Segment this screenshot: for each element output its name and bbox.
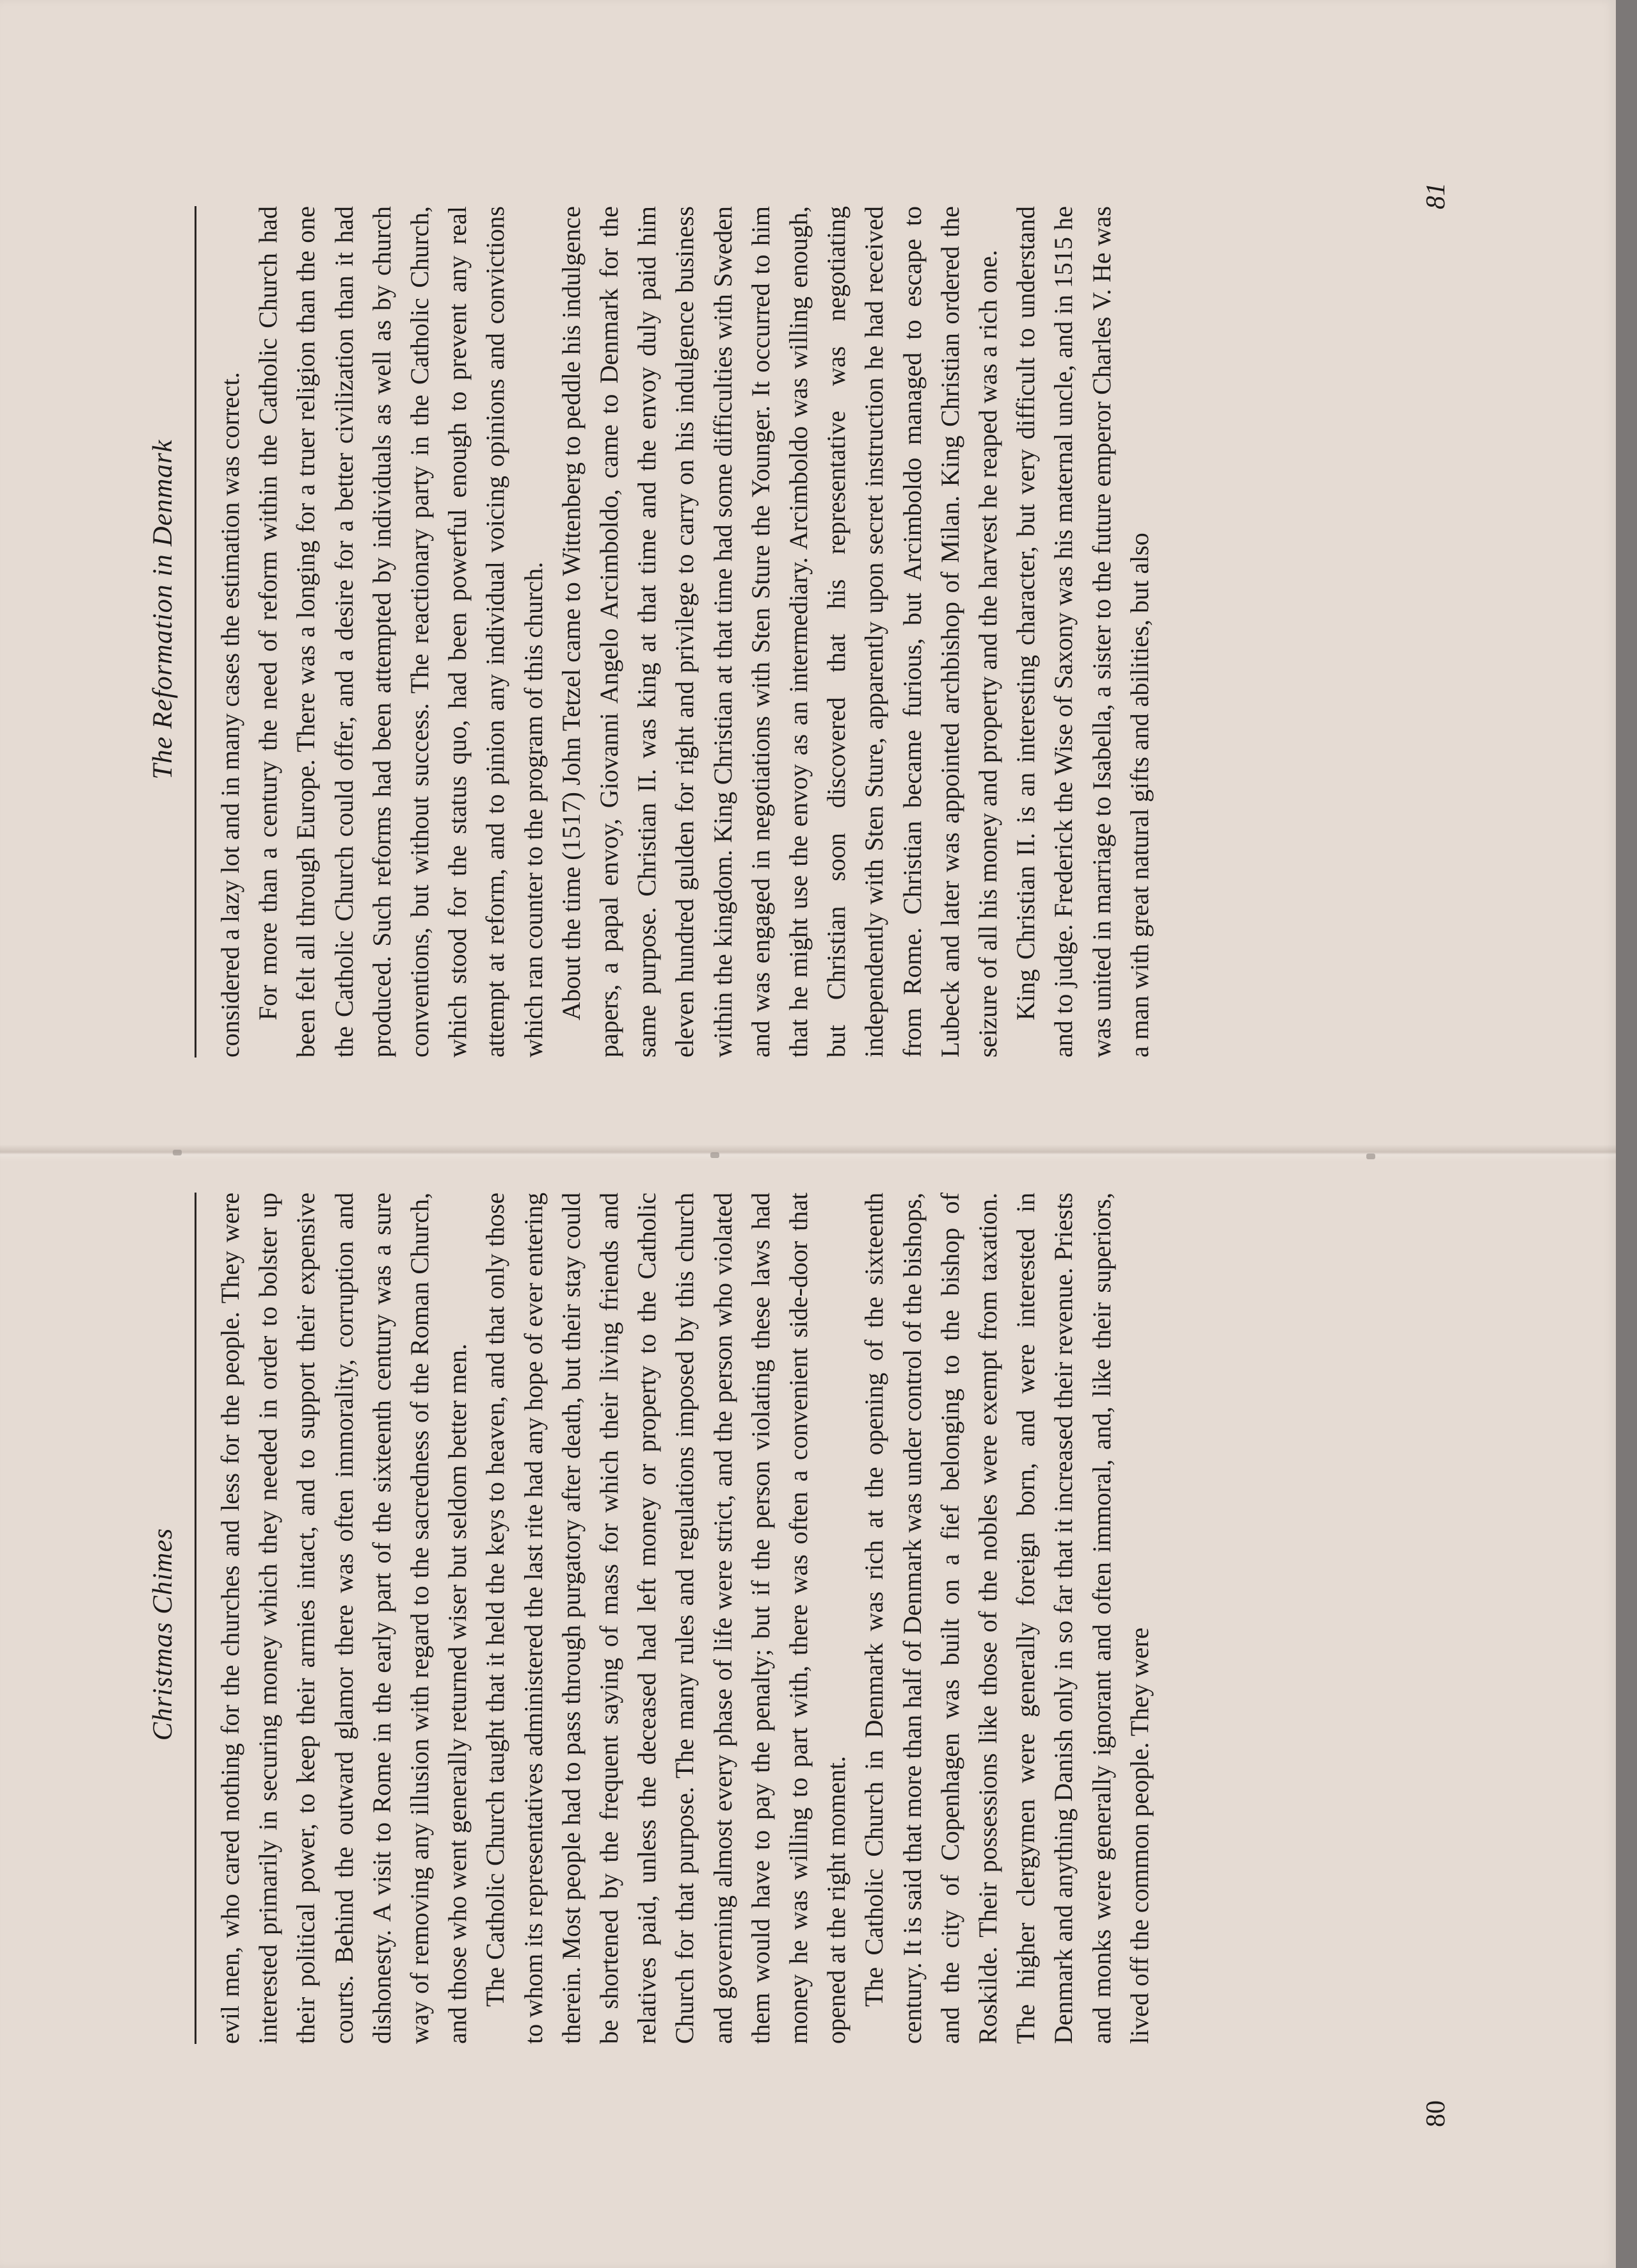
paragraph: considered a lazy lot and in many cases the estimation was correct.: [216, 372, 244, 1058]
paragraph: About the time (1517) John Tetzel came to Wittenberg to peddle his indulgence papers, a papal envoy, Giovanni Angelo Arcimboldo, came to Denmark for the same purpose. Christian II. was king at that time and the envoy duly paid him eleven hundred gulden for right and privilege to carry on his indulgence business within the kingdom. King Christian at that time had some difficulties with Sweden and was engaged in negotiations with Sten Sture the Younger. It occurred to him that he might use the envoy as an intermediary. Arcimboldo was willing enough, but Christian soon discovered that his representative was negotiating independently with Sten Sture, apparently upon secret instruction he had received from Rome. Christian became furious, but Arcimboldo managed to escape to Lubeck and later was appointed archbishop of Milan. King Christian ordered the seizure of all his money and property and the harvest he reaped was a rich one.: [556, 206, 1003, 1058]
body-text: [211, 206, 1158, 1058]
paragraph: For more than a century the need of reform within the Catholic Church had been felt all through Europe. There was a longing for a truer religion than the one the Catholic Church could offer, and a desire for a better civilization than it had produced. Such reforms had been attempted by individuals as well as by church conventions, but without success. The reactionary party in the Catholic Church, which stood for the status quo, had been powerful enough to prevent any real attempt at reform, and to pinion any individual voicing opinions and convictions which ran counter to the program of this church.: [253, 206, 548, 1058]
paragraph: evil men, who cared nothing for the churches and less for the people. They were interested primarily in securing money which they needed in order to bolster up their political power, to keep their armies intact, and to support their expensive courts. Behind the outward glamor there was often immorality, corruption and dishonesty. A visit to Rome in the early part of the sixteenth century was a sure way of removing any illusion with regard to the sacredness of the Roman Church, and those who went generally returned wiser but seldom better men.: [216, 1193, 472, 2044]
running-head: Christmas Chimes: [148, 1527, 178, 1741]
running-head: The Reformation in Denmark: [148, 439, 178, 780]
header-rule: [195, 206, 196, 1058]
paragraph: King Christian II. is an interesting character, but very difficult to understand and to judge. Frederick the Wise of Saxony was his maternal uncle, and in 1515 he was united in marriage to Isabella, a sister to the future emperor Charles V. He was a man with great natural gifts and abilities, but also: [1011, 206, 1154, 1058]
page-number: 81: [1421, 182, 1451, 209]
right-page: [0, 0, 1616, 1134]
paragraph: The Catholic Church taught that it held the keys to heaven, and that only those to whom its representatives administered the last rite had any hope of ever entering therein. Most people had to pass through purgatory after death, but their stay could be shortened by the frequent saying of mass for which their living friends and relatives paid, unless the deceased had left money or property to the Catholic Church for that purpose. The many rules and regulations imposed by this church and governing almost every phase of life were strict, and the person who violated them would have to pay the penalty; but if the person violating these laws had money he was willing to part with, there was often a convenient side-door that opened at the right moment.: [481, 1193, 851, 2044]
page-number: 80: [1421, 2100, 1451, 2127]
body-text: [211, 1193, 1158, 2044]
left-page: [0, 1134, 1616, 2268]
paragraph: The Catholic Church in Denmark was rich at the opening of the sixteenth century. It is said that more than half of Denmark was under control of the bishops, and the city of Copenhagen was built on a fief belonging to the bishop of Roskilde. Their possessions like those of the nobles were exempt from taxation. The higher clergymen were generally foreign born, and were interested in Denmark and anything Danish only in so far that it increased their revenue. Priests and monks were generally ignorant and often immoral, and, like their superiors, lived off the common people. They were: [859, 1193, 1154, 2044]
header-rule: [195, 1193, 196, 2044]
